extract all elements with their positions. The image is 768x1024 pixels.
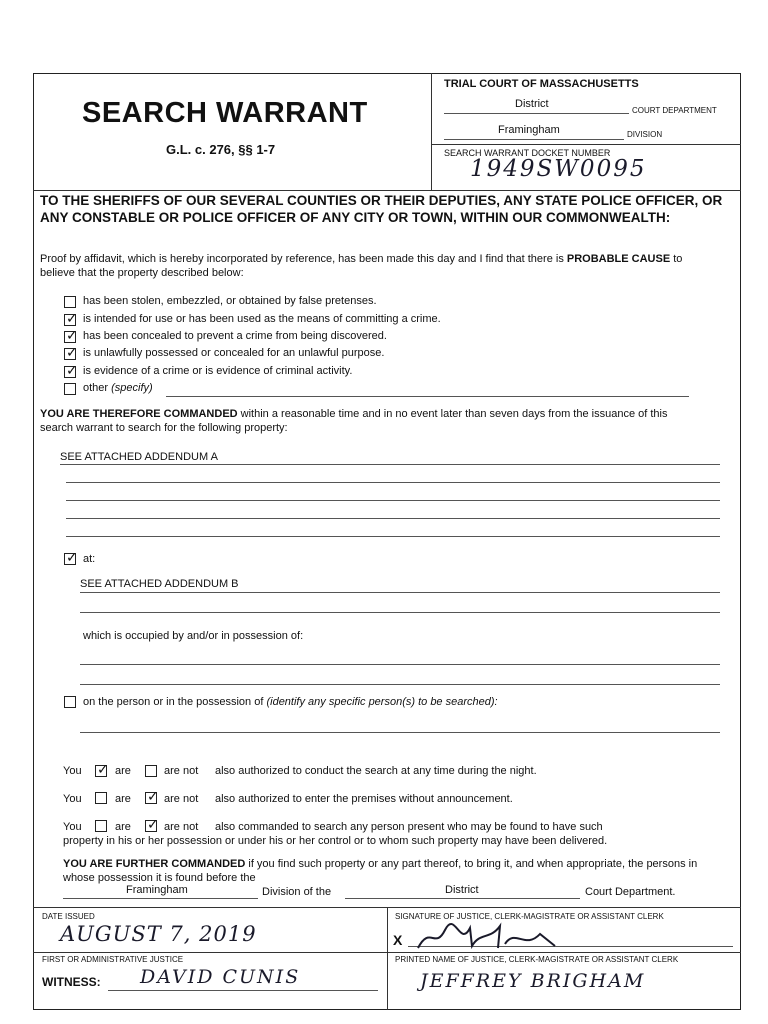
first-justice-label: FIRST OR ADMINISTRATIVE JUSTICE bbox=[42, 955, 184, 964]
means-of-crime-checkbox[interactable] bbox=[64, 311, 78, 327]
check-mark-icon: ✓ bbox=[66, 363, 78, 379]
condition-unlawful: is unlawfully possessed or concealed for an unlawful purpose. bbox=[83, 347, 385, 359]
signature-x: X bbox=[393, 932, 403, 948]
person-statement bbox=[83, 696, 498, 708]
night-search-are-not: are not bbox=[164, 765, 199, 777]
witness-label: WITNESS: bbox=[42, 975, 101, 989]
person-search-are-not-checkbox[interactable] bbox=[145, 817, 159, 833]
stolen-checkbox[interactable] bbox=[64, 296, 76, 308]
condition-means-of-crime: is intended for use or has been used as the means of committing a crime. bbox=[83, 313, 441, 325]
court-name: TRIAL COURT OF MASSACHUSETTS bbox=[444, 78, 639, 90]
occupied-label: which is occupied by and/or in possession of: bbox=[83, 630, 304, 642]
page-title: SEARCH WARRANT bbox=[82, 97, 368, 129]
condition-stolen: has been stolen, embezzled, or obtained by false pretenses. bbox=[83, 295, 377, 307]
statute-citation: G.L. c. 276, §§ 1-7 bbox=[166, 142, 276, 157]
property-line-4[interactable] bbox=[66, 518, 720, 519]
signature-mark bbox=[410, 920, 560, 954]
further-command-text: if you find such property or any part thereof, to bring it, and when appropriate, the persons in whose possession it is found before the bbox=[63, 858, 698, 884]
no-knock-are-not-checkbox[interactable] bbox=[145, 789, 159, 805]
check-mark-icon: ✓ bbox=[66, 345, 78, 361]
return-department-value: District bbox=[445, 884, 479, 896]
property-line-1[interactable] bbox=[60, 464, 720, 465]
occupant-line-2[interactable] bbox=[80, 684, 720, 685]
department-label: COURT DEPARTMENT bbox=[632, 106, 717, 115]
night-search-are: are bbox=[115, 765, 131, 777]
location-line-1[interactable] bbox=[80, 592, 720, 593]
property-line-3[interactable] bbox=[66, 500, 720, 501]
further-command-statement bbox=[63, 857, 703, 885]
docket-rule bbox=[431, 144, 741, 145]
command-text: within a reasonable time and in no event later than seven days from the issuance of this search warrant to search for the following property: bbox=[40, 408, 668, 434]
division-line bbox=[444, 139, 624, 140]
date-issued-label: DATE ISSUED bbox=[42, 912, 95, 921]
location-line-2[interactable] bbox=[80, 612, 720, 613]
return-division-line bbox=[63, 898, 258, 899]
no-knock-are-checkbox[interactable] bbox=[95, 792, 107, 804]
at-label: at: bbox=[83, 553, 96, 565]
person-instruction: (identify any specific person(s) to be searched): bbox=[266, 696, 498, 708]
check-mark-icon: ✓ bbox=[66, 311, 78, 327]
department-value: District bbox=[515, 98, 549, 110]
check-mark-icon: ✓ bbox=[147, 789, 159, 805]
footer-middle-rule bbox=[33, 952, 741, 953]
printed-name-label: PRINTED NAME OF JUSTICE, CLERK-MAGISTRATE OR ASSISTANT CLERK bbox=[395, 955, 679, 964]
other-checkbox[interactable] bbox=[64, 383, 76, 395]
person-search-you: You bbox=[63, 821, 82, 833]
proof-text-2: to believe that the property described below: bbox=[40, 253, 683, 279]
no-knock-text: also authorized to enter the premises without announcement. bbox=[215, 793, 513, 805]
probable-cause-statement bbox=[40, 252, 700, 280]
division-value: Framingham bbox=[498, 124, 560, 136]
property-line-5[interactable] bbox=[66, 536, 720, 537]
signature-label: SIGNATURE OF JUSTICE, CLERK-MAGISTRATE OR ASSISTANT CLERK bbox=[395, 912, 664, 921]
person-search-are: are bbox=[115, 821, 131, 833]
night-search-are-checkbox[interactable] bbox=[95, 762, 109, 778]
docket-number: 1949SW0095 bbox=[470, 156, 647, 182]
check-mark-icon: ✓ bbox=[66, 550, 78, 566]
command-statement bbox=[40, 407, 680, 435]
person-search-text: also commanded to search any person present who may be found to have such bbox=[215, 821, 603, 833]
specify-label: (specify) bbox=[111, 382, 153, 394]
witness-name: DAVID CUNIS bbox=[140, 966, 301, 988]
no-knock-are-not: are not bbox=[164, 793, 199, 805]
probable-cause-label: PROBABLE CAUSE bbox=[566, 253, 671, 265]
condition-other bbox=[83, 382, 153, 394]
property-description: SEE ATTACHED ADDENDUM A bbox=[60, 451, 218, 463]
night-search-are-not-checkbox[interactable] bbox=[145, 765, 157, 777]
person-search-text-2: property in his or her possession or under his or her control or to whom such property may have been delivered. bbox=[63, 835, 608, 847]
person-checkbox[interactable] bbox=[64, 696, 76, 708]
check-mark-icon: ✓ bbox=[147, 817, 159, 833]
other-specify-line[interactable] bbox=[166, 396, 689, 397]
night-search-you: You bbox=[63, 765, 82, 777]
further-command-label: YOU ARE FURTHER COMMANDED bbox=[63, 858, 246, 870]
warrant-address: TO THE SHERIFFS OF OUR SEVERAL COUNTIES OR THEIR DEPUTIES, ANY STATE POLICE OFFICER, OR ANY CONSTABLE OR POLICE OFFICER OF ANY CITY OR TOWN, WITHIN OUR COMMONWEALTH: bbox=[40, 193, 723, 225]
return-division-value: Framingham bbox=[126, 884, 188, 896]
proof-text: Proof by affidavit, which is hereby incorporated by reference, has been made this day and I find that there is bbox=[40, 253, 564, 265]
docket-label: SEARCH WARRANT DOCKET NUMBER bbox=[444, 148, 611, 158]
evidence-checkbox[interactable] bbox=[64, 363, 78, 379]
division-of-label: Division of the bbox=[262, 886, 332, 898]
unlawful-checkbox[interactable] bbox=[64, 345, 78, 361]
no-knock-are: are bbox=[115, 793, 131, 805]
condition-evidence: is evidence of a crime or is evidence of criminal activity. bbox=[83, 365, 353, 377]
date-issued-value: AUGUST 7, 2019 bbox=[60, 922, 257, 946]
at-checkbox[interactable] bbox=[64, 550, 78, 566]
night-search-text: also authorized to conduct the search at any time during the night. bbox=[215, 765, 537, 777]
person-line[interactable] bbox=[80, 732, 720, 733]
other-label: other bbox=[83, 382, 109, 394]
person-label: on the person or in the possession of bbox=[83, 696, 264, 708]
check-mark-icon: ✓ bbox=[66, 328, 78, 344]
court-department-label: Court Department. bbox=[585, 886, 676, 898]
check-mark-icon: ✓ bbox=[97, 762, 109, 778]
header-divider bbox=[431, 73, 432, 190]
witness-line bbox=[108, 990, 378, 991]
property-line-2[interactable] bbox=[66, 482, 720, 483]
header-bottom-rule bbox=[33, 190, 741, 191]
condition-concealed: has been concealed to prevent a crime from being discovered. bbox=[83, 330, 387, 342]
department-line bbox=[444, 113, 629, 114]
person-search-are-not: are not bbox=[164, 821, 199, 833]
command-label: YOU ARE THEREFORE COMMANDED bbox=[40, 408, 238, 420]
location-description: SEE ATTACHED ADDENDUM B bbox=[80, 578, 239, 590]
footer-divider bbox=[387, 907, 388, 1010]
division-label: DIVISION bbox=[627, 130, 663, 139]
printed-name-value: JEFFREY BRIGHAM bbox=[420, 970, 646, 992]
person-search-are-checkbox[interactable] bbox=[95, 820, 107, 832]
no-knock-you: You bbox=[63, 793, 82, 805]
occupant-line-1[interactable] bbox=[80, 664, 720, 665]
return-department-line bbox=[345, 898, 580, 899]
concealed-checkbox[interactable] bbox=[64, 328, 78, 344]
